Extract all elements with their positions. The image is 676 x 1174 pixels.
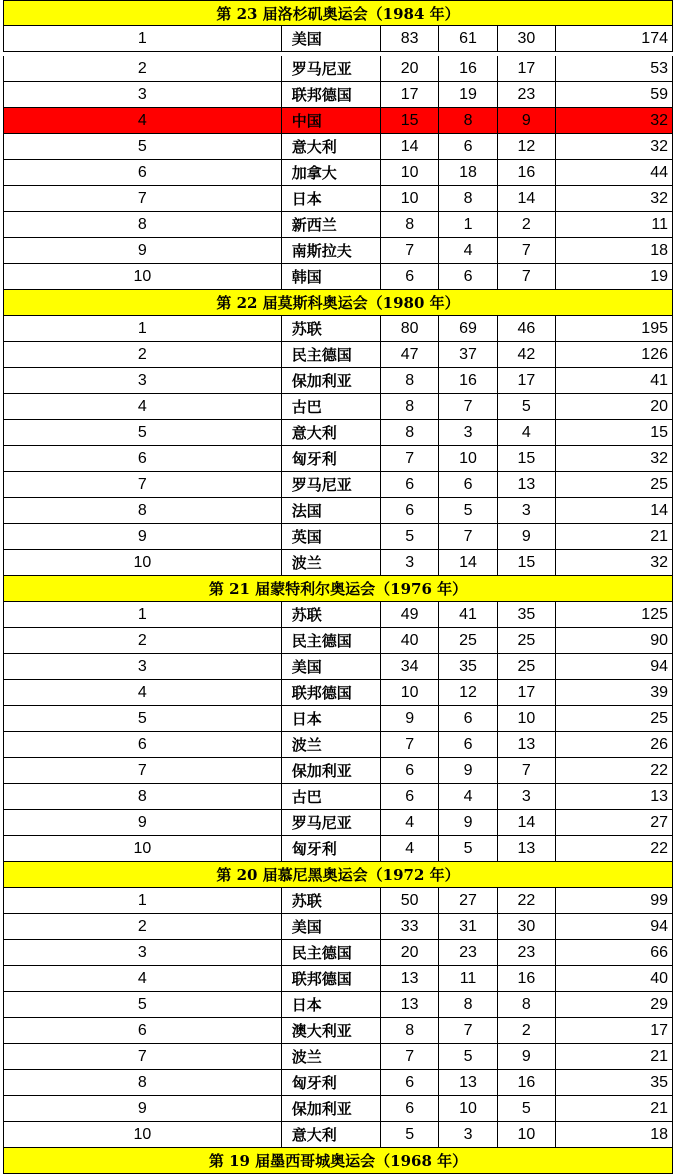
bronze-cell: 7 [497,238,555,263]
bronze-cell: 8 [497,992,555,1017]
table-row[interactable] [3,26,673,52]
total-cell: 94 [555,654,673,679]
gold-cell: 47 [380,342,438,367]
bronze-cell: 7 [497,758,555,783]
gold-cell: 3 [380,550,438,575]
country-cell: 意大利 [281,134,380,159]
country-cell: 罗马尼亚 [281,472,380,497]
gold-cell: 10 [380,680,438,705]
bronze-cell: 12 [497,134,555,159]
country-cell: 罗马尼亚 [281,810,380,835]
bronze-cell: 15 [497,550,555,575]
silver-cell: 61 [438,26,496,51]
country-cell: 匈牙利 [281,836,380,861]
country-cell: 澳大利亚 [281,1018,380,1043]
country-cell: 匈牙利 [281,446,380,471]
rank-cell: 1 [3,888,281,913]
gold-cell: 8 [380,368,438,393]
gold-cell: 8 [380,420,438,445]
country-cell: 苏联 [281,888,380,913]
bronze-cell: 13 [497,472,555,497]
table-row[interactable] [3,654,673,680]
table-row[interactable] [3,316,673,342]
gold-cell: 49 [380,602,438,627]
silver-cell: 41 [438,602,496,627]
bronze-cell: 13 [497,732,555,757]
section-title: 第 19 届墨西哥城奥运会（1968 年） [3,1148,673,1174]
country-cell: 民主德国 [281,940,380,965]
total-cell: 21 [555,1096,673,1121]
rank-cell: 8 [3,498,281,523]
country-cell: 美国 [281,914,380,939]
bronze-cell: 2 [497,1018,555,1043]
gold-cell: 80 [380,316,438,341]
total-cell: 18 [555,238,673,263]
silver-cell: 23 [438,940,496,965]
bronze-cell: 5 [497,1096,555,1121]
silver-cell: 10 [438,1096,496,1121]
country-cell: 联邦德国 [281,966,380,991]
table-row[interactable] [3,108,673,134]
total-cell: 94 [555,914,673,939]
total-cell: 32 [555,550,673,575]
table-row[interactable] [3,1070,673,1096]
silver-cell: 6 [438,706,496,731]
country-cell: 法国 [281,498,380,523]
bronze-cell: 23 [497,940,555,965]
rank-cell: 4 [3,680,281,705]
gold-cell: 6 [380,784,438,809]
silver-cell: 4 [438,238,496,263]
gold-cell: 6 [380,758,438,783]
rank-cell: 4 [3,394,281,419]
table-row[interactable] [3,680,673,706]
total-cell: 21 [555,524,673,549]
country-cell: 民主德国 [281,628,380,653]
table-row[interactable] [3,368,673,394]
gold-cell: 20 [380,56,438,81]
silver-cell: 9 [438,758,496,783]
rank-cell: 5 [3,420,281,445]
country-cell: 保加利亚 [281,368,380,393]
bronze-cell: 17 [497,368,555,393]
total-cell: 174 [555,26,673,51]
bronze-cell: 9 [497,524,555,549]
bronze-cell: 30 [497,26,555,51]
gold-cell: 14 [380,134,438,159]
bronze-cell: 4 [497,420,555,445]
silver-cell: 37 [438,342,496,367]
country-cell: 联邦德国 [281,680,380,705]
silver-cell: 18 [438,160,496,185]
bronze-cell: 3 [497,784,555,809]
table-row[interactable] [3,264,673,290]
table-row[interactable] [3,1096,673,1122]
gold-cell: 50 [380,888,438,913]
rank-cell: 2 [3,914,281,939]
table-row[interactable] [3,550,673,576]
silver-cell: 4 [438,784,496,809]
bronze-cell: 42 [497,342,555,367]
bronze-cell: 5 [497,394,555,419]
rank-cell: 4 [3,966,281,991]
rank-cell: 7 [3,186,281,211]
table-row[interactable] [3,160,673,186]
total-cell: 32 [555,186,673,211]
country-cell: 波兰 [281,1044,380,1069]
table-row[interactable] [3,212,673,238]
silver-cell: 25 [438,628,496,653]
country-cell: 中国 [281,108,380,133]
total-cell: 41 [555,368,673,393]
silver-cell: 3 [438,1122,496,1147]
silver-cell: 10 [438,446,496,471]
table-row[interactable] [3,238,673,264]
country-cell: 罗马尼亚 [281,56,380,81]
total-cell: 15 [555,420,673,445]
total-cell: 18 [555,1122,673,1147]
total-cell: 126 [555,342,673,367]
gold-cell: 20 [380,940,438,965]
country-cell: 南斯拉夫 [281,238,380,263]
rank-cell: 9 [3,524,281,549]
rank-cell: 7 [3,1044,281,1069]
total-cell: 25 [555,472,673,497]
table-row[interactable] [3,446,673,472]
country-cell: 联邦德国 [281,82,380,107]
silver-cell: 16 [438,56,496,81]
gold-cell: 5 [380,1122,438,1147]
gold-cell: 40 [380,628,438,653]
country-cell: 意大利 [281,420,380,445]
silver-cell: 11 [438,966,496,991]
gold-cell: 7 [380,446,438,471]
country-cell: 美国 [281,654,380,679]
total-cell: 32 [555,446,673,471]
gold-cell: 83 [380,26,438,51]
rank-cell: 9 [3,238,281,263]
rank-cell: 7 [3,758,281,783]
country-cell: 日本 [281,186,380,211]
gold-cell: 7 [380,1044,438,1069]
gold-cell: 4 [380,810,438,835]
silver-cell: 5 [438,1044,496,1069]
rank-cell: 4 [3,108,281,133]
country-cell: 韩国 [281,264,380,289]
country-cell: 新西兰 [281,212,380,237]
silver-cell: 3 [438,420,496,445]
table-row[interactable] [3,602,673,628]
bronze-cell: 9 [497,108,555,133]
table-row[interactable] [3,394,673,420]
bronze-cell: 22 [497,888,555,913]
rank-cell: 10 [3,836,281,861]
rank-cell: 8 [3,1070,281,1095]
total-cell: 14 [555,498,673,523]
gold-cell: 8 [380,394,438,419]
rank-cell: 6 [3,1018,281,1043]
total-cell: 44 [555,160,673,185]
total-cell: 25 [555,706,673,731]
table-row[interactable] [3,498,673,524]
silver-cell: 1 [438,212,496,237]
bronze-cell: 23 [497,82,555,107]
gold-cell: 33 [380,914,438,939]
gold-cell: 10 [380,186,438,211]
silver-cell: 8 [438,186,496,211]
rank-cell: 10 [3,1122,281,1147]
table-row[interactable] [3,82,673,108]
country-cell: 加拿大 [281,160,380,185]
table-row[interactable] [3,888,673,914]
table-row[interactable] [3,56,673,82]
silver-cell: 69 [438,316,496,341]
bronze-cell: 25 [497,654,555,679]
rank-cell: 8 [3,212,281,237]
silver-cell: 6 [438,472,496,497]
silver-cell: 35 [438,654,496,679]
gold-cell: 9 [380,706,438,731]
rank-cell: 2 [3,628,281,653]
bronze-cell: 16 [497,1070,555,1095]
bronze-cell: 10 [497,1122,555,1147]
total-cell: 59 [555,82,673,107]
bronze-cell: 15 [497,446,555,471]
table-row[interactable] [3,420,673,446]
gold-cell: 17 [380,82,438,107]
table-row[interactable] [3,836,673,862]
bronze-cell: 16 [497,160,555,185]
silver-cell: 31 [438,914,496,939]
total-cell: 32 [555,134,673,159]
silver-cell: 5 [438,498,496,523]
country-cell: 日本 [281,992,380,1017]
table-row[interactable] [3,940,673,966]
gold-cell: 8 [380,212,438,237]
rank-cell: 9 [3,1096,281,1121]
rank-cell: 9 [3,810,281,835]
table-row[interactable] [3,524,673,550]
total-cell: 17 [555,1018,673,1043]
table-row[interactable] [3,914,673,940]
rank-cell: 5 [3,134,281,159]
silver-cell: 9 [438,810,496,835]
gold-cell: 13 [380,966,438,991]
silver-cell: 27 [438,888,496,913]
silver-cell: 7 [438,524,496,549]
bronze-cell: 7 [497,264,555,289]
gold-cell: 6 [380,1096,438,1121]
silver-cell: 6 [438,134,496,159]
bronze-cell: 13 [497,836,555,861]
total-cell: 32 [555,108,673,133]
bronze-cell: 30 [497,914,555,939]
total-cell: 22 [555,836,673,861]
table-row[interactable] [3,186,673,212]
country-cell: 日本 [281,706,380,731]
gold-cell: 8 [380,1018,438,1043]
silver-cell: 13 [438,1070,496,1095]
gold-cell: 4 [380,836,438,861]
rank-cell: 10 [3,550,281,575]
silver-cell: 14 [438,550,496,575]
table-row[interactable] [3,992,673,1018]
table-row[interactable] [3,628,673,654]
rank-cell: 5 [3,706,281,731]
silver-cell: 19 [438,82,496,107]
table-row[interactable] [3,758,673,784]
rank-cell: 3 [3,368,281,393]
rank-cell: 6 [3,732,281,757]
bronze-cell: 3 [497,498,555,523]
silver-cell: 5 [438,836,496,861]
rank-cell: 3 [3,940,281,965]
total-cell: 90 [555,628,673,653]
gold-cell: 15 [380,108,438,133]
total-cell: 27 [555,810,673,835]
table-row[interactable] [3,472,673,498]
total-cell: 20 [555,394,673,419]
table-row[interactable] [3,784,673,810]
total-cell: 125 [555,602,673,627]
table-row[interactable] [3,810,673,836]
bronze-cell: 35 [497,602,555,627]
bronze-cell: 17 [497,680,555,705]
gold-cell: 7 [380,238,438,263]
silver-cell: 8 [438,992,496,1017]
gold-cell: 10 [380,160,438,185]
total-cell: 195 [555,316,673,341]
section-title: 第 20 届慕尼黑奥运会（1972 年） [3,862,673,888]
silver-cell: 8 [438,108,496,133]
total-cell: 99 [555,888,673,913]
bronze-cell: 2 [497,212,555,237]
gold-cell: 6 [380,1070,438,1095]
total-cell: 19 [555,264,673,289]
gold-cell: 6 [380,264,438,289]
total-cell: 22 [555,758,673,783]
gold-cell: 6 [380,498,438,523]
silver-cell: 6 [438,732,496,757]
silver-cell: 16 [438,368,496,393]
bronze-cell: 9 [497,1044,555,1069]
country-cell: 波兰 [281,732,380,757]
country-cell: 意大利 [281,1122,380,1147]
bronze-cell: 17 [497,56,555,81]
rank-cell: 8 [3,784,281,809]
total-cell: 26 [555,732,673,757]
silver-cell: 12 [438,680,496,705]
rank-cell: 7 [3,472,281,497]
section-title: 第 22 届莫斯科奥运会（1980 年） [3,290,673,316]
bronze-cell: 16 [497,966,555,991]
country-cell: 英国 [281,524,380,549]
total-cell: 35 [555,1070,673,1095]
silver-cell: 7 [438,394,496,419]
gold-cell: 34 [380,654,438,679]
country-cell: 保加利亚 [281,1096,380,1121]
total-cell: 40 [555,966,673,991]
total-cell: 13 [555,784,673,809]
gold-cell: 5 [380,524,438,549]
country-cell: 古巴 [281,394,380,419]
bronze-cell: 14 [497,810,555,835]
country-cell: 保加利亚 [281,758,380,783]
rank-cell: 1 [3,26,281,51]
rank-cell: 3 [3,82,281,107]
rank-cell: 6 [3,446,281,471]
total-cell: 53 [555,56,673,81]
table-row[interactable] [3,342,673,368]
bronze-cell: 25 [497,628,555,653]
total-cell: 11 [555,212,673,237]
table-row[interactable] [3,1044,673,1070]
gold-cell: 7 [380,732,438,757]
rank-cell: 2 [3,342,281,367]
rank-cell: 6 [3,160,281,185]
rank-cell: 2 [3,56,281,81]
country-cell: 波兰 [281,550,380,575]
section-title: 第 23 届洛杉矶奥运会（1984 年） [3,0,673,26]
rank-cell: 5 [3,992,281,1017]
rank-cell: 3 [3,654,281,679]
bronze-cell: 46 [497,316,555,341]
total-cell: 39 [555,680,673,705]
table-row[interactable] [3,966,673,992]
country-cell: 匈牙利 [281,1070,380,1095]
table-row[interactable] [3,134,673,160]
table-row[interactable] [3,732,673,758]
bronze-cell: 14 [497,186,555,211]
country-cell: 美国 [281,26,380,51]
rank-cell: 1 [3,316,281,341]
medal-table [3,0,673,1174]
silver-cell: 7 [438,1018,496,1043]
rank-cell: 1 [3,602,281,627]
gold-cell: 6 [380,472,438,497]
total-cell: 21 [555,1044,673,1069]
table-row[interactable] [3,706,673,732]
rank-cell: 10 [3,264,281,289]
bronze-cell: 10 [497,706,555,731]
table-row[interactable] [3,1122,673,1148]
country-cell: 民主德国 [281,342,380,367]
silver-cell: 6 [438,264,496,289]
total-cell: 29 [555,992,673,1017]
country-cell: 苏联 [281,602,380,627]
gold-cell: 13 [380,992,438,1017]
country-cell: 古巴 [281,784,380,809]
table-row[interactable] [3,1018,673,1044]
country-cell: 苏联 [281,316,380,341]
total-cell: 66 [555,940,673,965]
section-title: 第 21 届蒙特利尔奥运会（1976 年） [3,576,673,602]
